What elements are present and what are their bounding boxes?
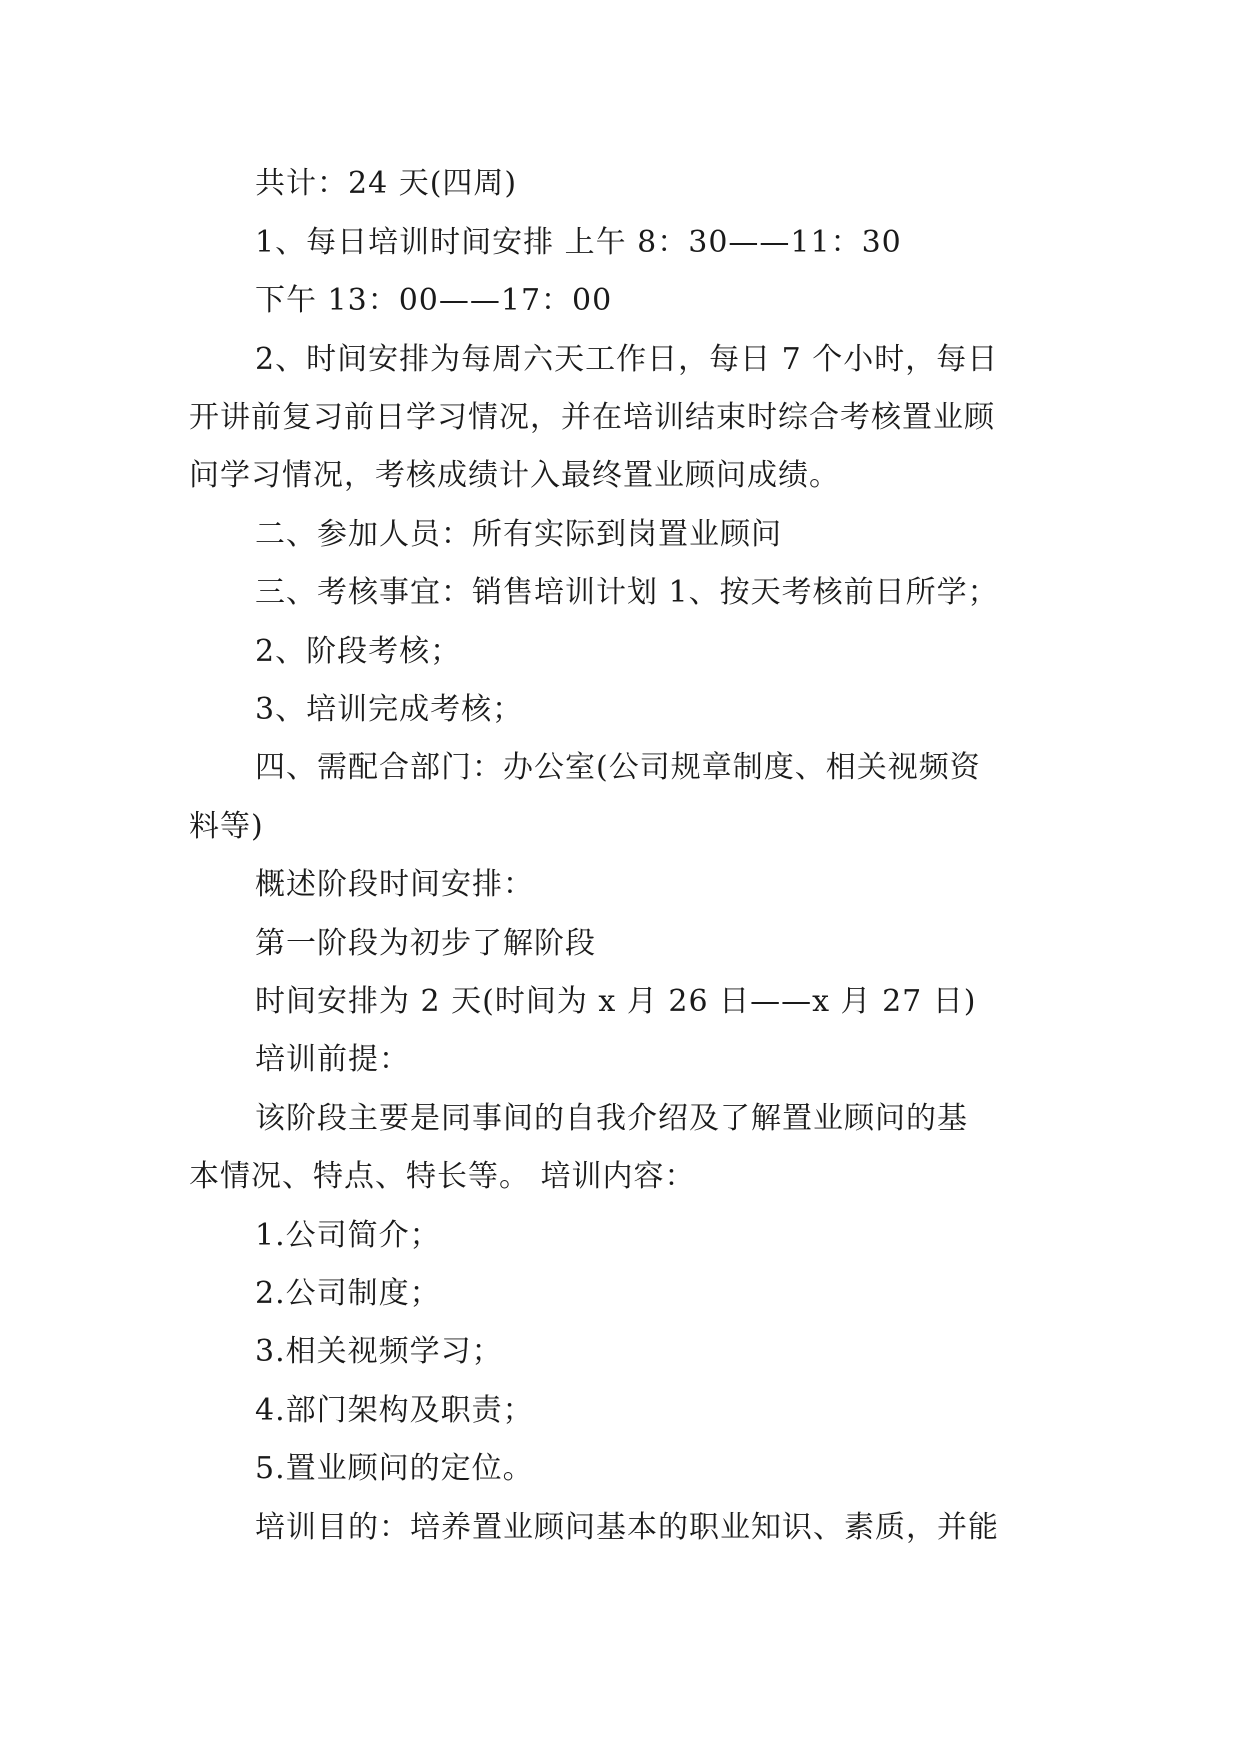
text-line: 3、培训完成考核； — [255, 692, 524, 727]
text-line: 本情况、特点、特长等。 培训内容： — [189, 1159, 696, 1194]
text-line: 4.部门架构及职责； — [255, 1393, 534, 1428]
text-line: 1.公司简介； — [255, 1218, 441, 1253]
text-line: 培训前提： — [255, 1042, 410, 1077]
text-line: 料等) — [189, 809, 264, 844]
text-line: 下午 13：00——17：00 — [255, 283, 613, 318]
text-line: 概述阶段时间安排： — [255, 867, 534, 902]
text-line: 开讲前复习前日学习情况，并在培训结束时综合考核置业顾 — [189, 400, 995, 435]
text-line: 第一阶段为初步了解阶段 — [255, 926, 596, 961]
text-line: 5.置业顾问的定位。 — [255, 1451, 534, 1486]
text-line: 1、每日培训时间安排 上午 8：30——11：30 — [255, 225, 902, 260]
text-line: 培训目的：培养置业顾问基本的职业知识、素质，并能 — [255, 1510, 999, 1545]
text-line: 时间安排为 2 天(时间为 x 月 26 日——x 月 27 日) — [255, 984, 977, 1019]
text-line: 该阶段主要是同事间的自我介绍及了解置业顾问的基 — [255, 1101, 968, 1136]
text-line: 2、时间安排为每周六天工作日，每日 7 个小时，每日 — [255, 342, 999, 377]
text-line: 共计：24 天(四周) — [255, 166, 518, 201]
text-line: 问学习情况，考核成绩计入最终置业顾问成绩。 — [189, 458, 840, 493]
text-line: 二、参加人员：所有实际到岗置业顾问 — [255, 517, 782, 552]
text-line: 3.相关视频学习； — [255, 1334, 503, 1369]
text-line: 2.公司制度； — [255, 1276, 441, 1311]
text-line: 三、考核事宜：销售培训计划 1、按天考核前日所学； — [255, 575, 999, 610]
text-line: 2、阶段考核； — [255, 634, 462, 669]
text-line: 四、需配合部门：办公室(公司规章制度、相关视频资 — [255, 750, 981, 785]
